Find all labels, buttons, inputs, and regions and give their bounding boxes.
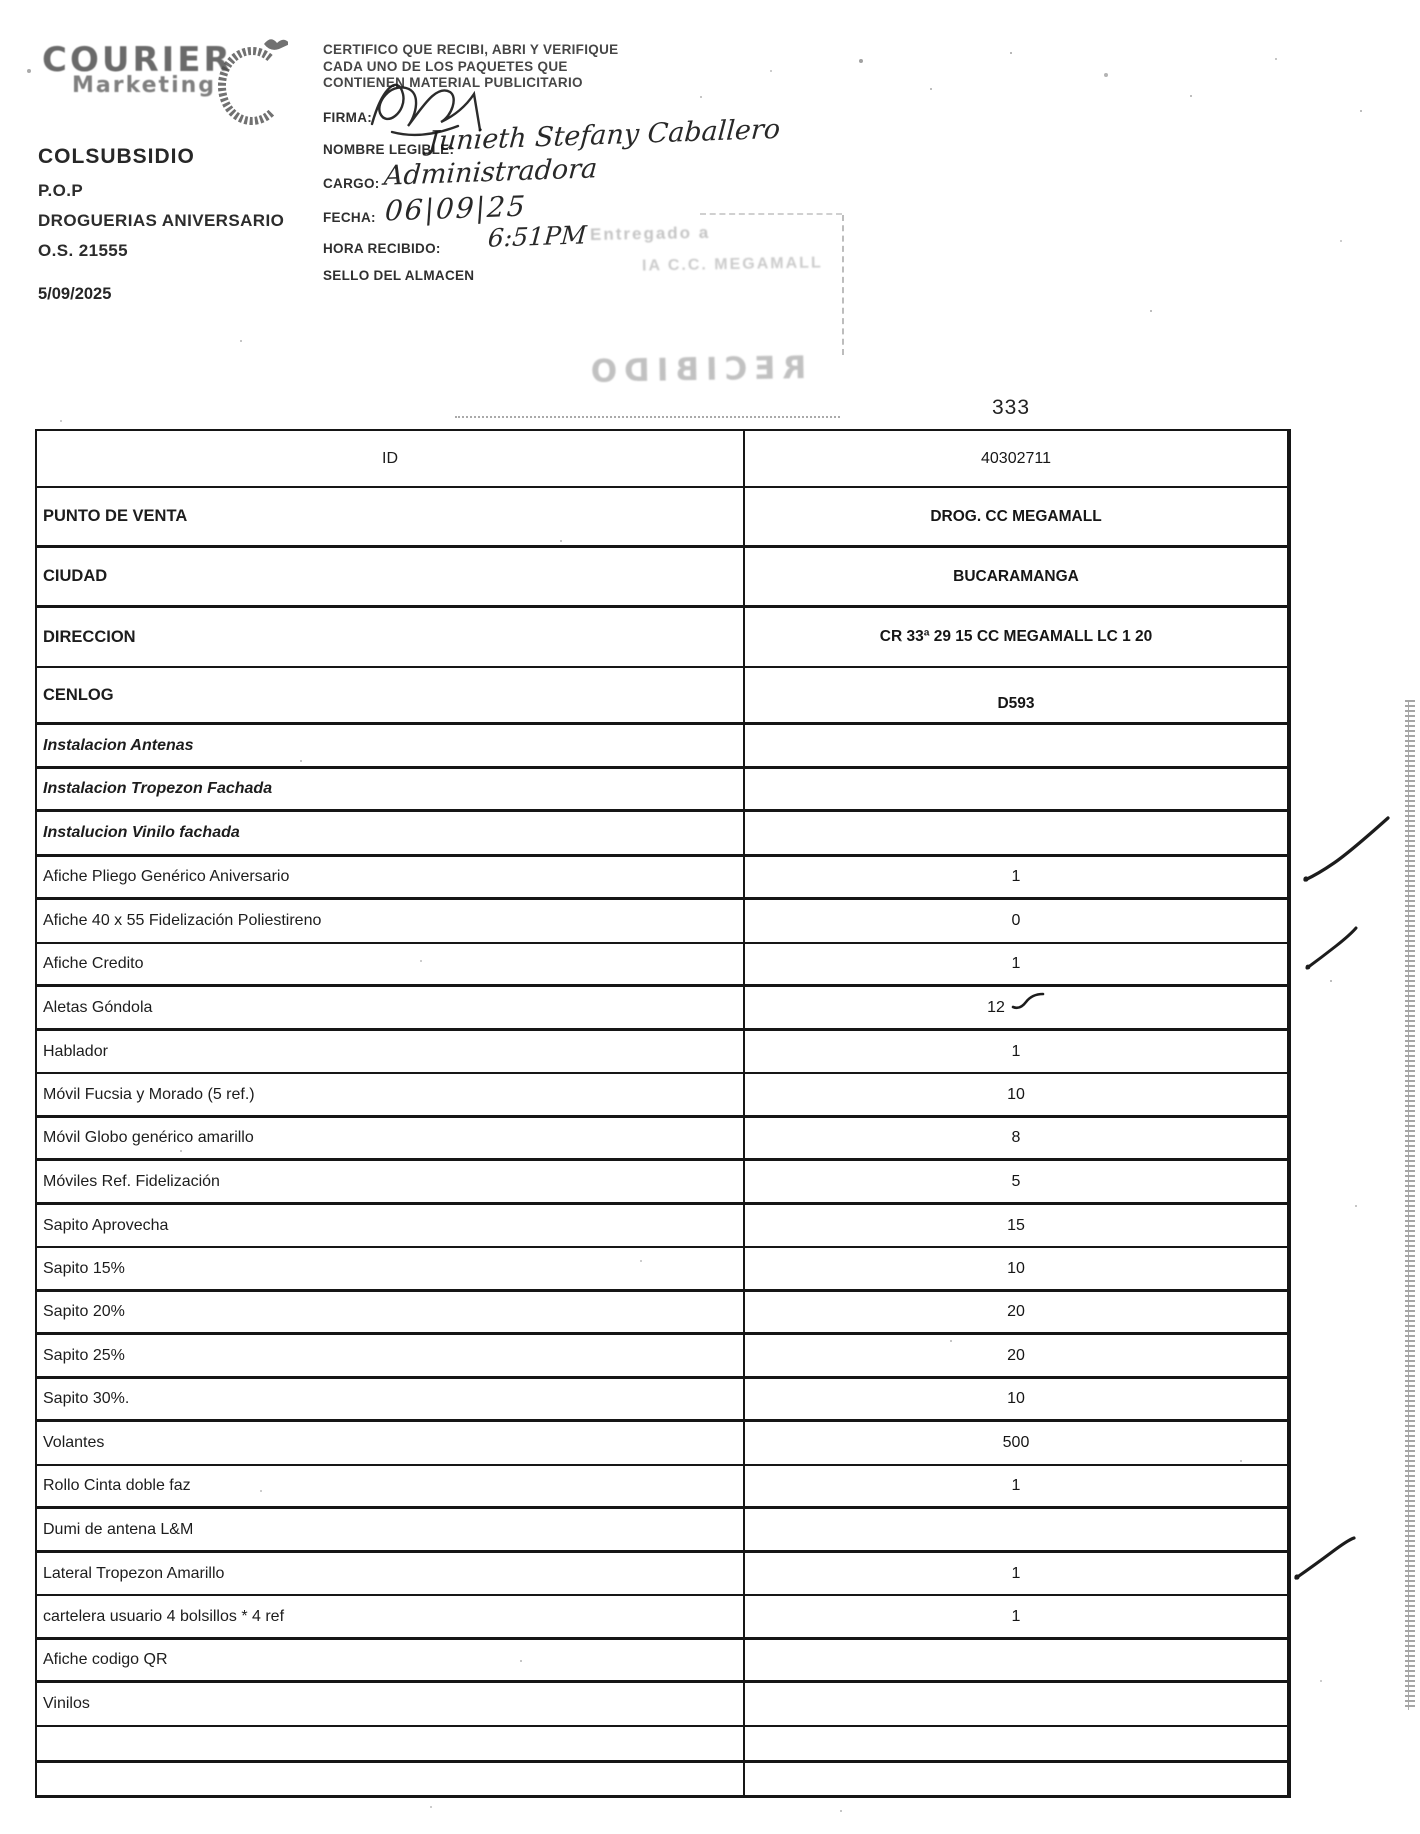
row-value: D593 (997, 695, 1035, 712)
table-row (37, 1118, 1287, 1161)
scan-noise-column (1405, 700, 1415, 1710)
table-row (37, 857, 1287, 900)
row-label: Vinilos (37, 1683, 745, 1725)
table-row (37, 1466, 1287, 1509)
certification-line: CONTIENEN MATERIAL PUBLICITARIO (323, 75, 583, 90)
nombre-legible-handwriting: Junieth Stefany Caballero (427, 113, 782, 158)
row-value: 1 (1011, 1607, 1021, 1625)
row-label: DIRECCION (37, 608, 745, 666)
row-label: ID (37, 431, 745, 486)
row-label: Aletas Góndola (37, 987, 745, 1028)
table-row (37, 608, 1287, 668)
row-value (745, 769, 1287, 809)
table-row (37, 1292, 1287, 1335)
table-row (37, 944, 1287, 987)
table-row (37, 725, 1287, 769)
certification-line: CADA UNO DE LOS PAQUETES QUE (323, 58, 568, 74)
row-value: 1 (1011, 955, 1021, 972)
row-value: 0 (1011, 912, 1021, 929)
row-value: 10 (1007, 1085, 1025, 1103)
row-label: Afiche Pliego Genérico Aniversario (37, 857, 745, 897)
stamp-dotted-underline (455, 416, 840, 418)
order-line-os: O.S. 21555 (38, 241, 129, 260)
row-label: cartelera usuario 4 bolsillos * 4 ref (37, 1596, 745, 1637)
row-value (745, 812, 1287, 854)
table-row (37, 1031, 1287, 1074)
table-row (37, 488, 1287, 548)
row-label: Rollo Cinta doble faz (37, 1466, 745, 1506)
row-value: CR 33ª 29 15 CC MEGAMALL LC 1 20 (879, 628, 1153, 645)
logo-subtitle: Marketing (72, 73, 217, 98)
row-value: 5 (1011, 1172, 1021, 1190)
row-label: Instalacion Antenas (37, 725, 745, 766)
sello-almacen-label: SELLO DEL ALMACEN (323, 268, 475, 283)
faint-stamp-text: IA C.C. MEGAMALL (641, 254, 823, 275)
recibido-stamp: RECIBIDO (583, 350, 807, 390)
fecha-label: FECHA: (323, 210, 376, 225)
table-row (37, 1379, 1287, 1422)
row-label: Sapito 25% (37, 1335, 745, 1376)
courier-marketing-logo (42, 40, 302, 98)
row-value (745, 1727, 1287, 1760)
cargo-handwriting: Administradora (382, 153, 599, 192)
pen-checkmark (1011, 992, 1045, 1017)
row-value: 8 (1011, 1129, 1021, 1146)
company-name: COLSUBSIDIO (38, 145, 195, 168)
table-row (37, 431, 1287, 488)
row-label: Instalucion Vinilo fachada (37, 812, 745, 854)
nombre-legible-label: NOMBRE LEGIBLE: (323, 142, 455, 157)
fecha-handwriting: 06|09|25 (383, 189, 528, 228)
row-label (37, 1763, 745, 1795)
stamp-box-edge (700, 213, 842, 215)
table-row (37, 1763, 1287, 1795)
logo-title: COURIER (42, 40, 233, 80)
table-row (37, 769, 1287, 812)
row-label: Afiche 40 x 55 Fidelización Poliestireno (37, 900, 745, 942)
row-label: Sapito 15% (37, 1248, 745, 1289)
table-row (37, 1553, 1287, 1596)
row-value (745, 1640, 1287, 1680)
column-count-label: 333 (992, 396, 1031, 419)
row-label: CIUDAD (37, 548, 745, 605)
row-label (37, 1727, 745, 1760)
row-value (745, 725, 1287, 766)
row-label: Sapito 20% (37, 1292, 745, 1332)
row-value: 1 (1011, 1564, 1021, 1582)
row-value: 15 (1007, 1216, 1025, 1234)
table-row (37, 1640, 1287, 1683)
table-row (37, 900, 1287, 944)
row-value: 1 (1011, 1042, 1021, 1060)
hora-handwriting: 6:51PM (487, 220, 588, 253)
pop-material-table (35, 429, 1291, 1798)
stamp-box-edge (842, 215, 844, 355)
row-value (745, 1509, 1287, 1550)
hora-recibido-label: HORA RECIBIDO: (323, 241, 441, 256)
order-line-campaign: DROGUERIAS ANIVERSARIO (38, 211, 285, 230)
row-label: Hablador (37, 1031, 745, 1072)
row-label: Lateral Tropezon Amarillo (37, 1553, 745, 1594)
cargo-label: CARGO: (323, 176, 380, 191)
row-value: BUCARAMANGA (953, 567, 1079, 585)
row-label: Volantes (37, 1422, 745, 1464)
certification-line: CERTIFICO QUE RECIBI, ABRI Y VERIFIQUE (323, 42, 619, 57)
row-label: Dumi de antena L&M (37, 1509, 745, 1550)
table-row (37, 668, 1287, 725)
table-row (37, 1509, 1287, 1553)
table-rows (37, 431, 1287, 1795)
row-value: 1 (1011, 868, 1021, 885)
row-value: 500 (1002, 1434, 1030, 1451)
table-row (37, 548, 1287, 608)
row-label: Móvil Globo genérico amarillo (37, 1118, 745, 1158)
row-value: 40302711 (981, 449, 1051, 467)
table-row (37, 1596, 1287, 1640)
table-row (37, 1074, 1287, 1118)
row-label: Móvil Fucsia y Morado (5 ref.) (37, 1074, 745, 1115)
table-row (37, 812, 1287, 857)
row-value (745, 1763, 1287, 1795)
c-bird-logo-icon (210, 36, 288, 141)
row-label: CENLOG (37, 668, 745, 722)
row-value: 10 (1007, 1259, 1025, 1277)
firma-label: FIRMA: (323, 110, 373, 125)
order-line-pop: P.O.P (38, 181, 84, 200)
table-row (37, 1335, 1287, 1379)
row-value: 20 (1007, 1346, 1025, 1364)
table-row (37, 1248, 1287, 1292)
scan-specks (0, 0, 2, 2)
row-label: Sapito 30%. (37, 1379, 745, 1419)
faint-stamp-text: Entregado a (589, 222, 711, 245)
row-label: Instalacion Tropezon Fachada (37, 769, 745, 809)
row-label: Afiche Credito (37, 944, 745, 984)
row-value: DROG. CC MEGAMALL (930, 507, 1102, 525)
row-label: PUNTO DE VENTA (37, 488, 745, 545)
table-row (37, 1161, 1287, 1205)
row-value: 10 (1007, 1390, 1025, 1407)
table-row (37, 1683, 1287, 1727)
row-value: 20 (1007, 1303, 1025, 1320)
table-row (37, 1727, 1287, 1763)
table-row (37, 1205, 1287, 1248)
table-row (37, 1422, 1287, 1466)
row-label: Sapito Aprovecha (37, 1205, 745, 1246)
order-date: 5/09/2025 (38, 285, 112, 303)
row-value: 12 (745, 987, 1287, 1028)
row-value: 1 (1011, 1477, 1021, 1494)
row-value (745, 1683, 1287, 1725)
table-row (37, 987, 1287, 1031)
order-info-block (38, 146, 284, 303)
row-label: Móviles Ref. Fidelización (37, 1161, 745, 1202)
row-label: Afiche codigo QR (37, 1640, 745, 1680)
